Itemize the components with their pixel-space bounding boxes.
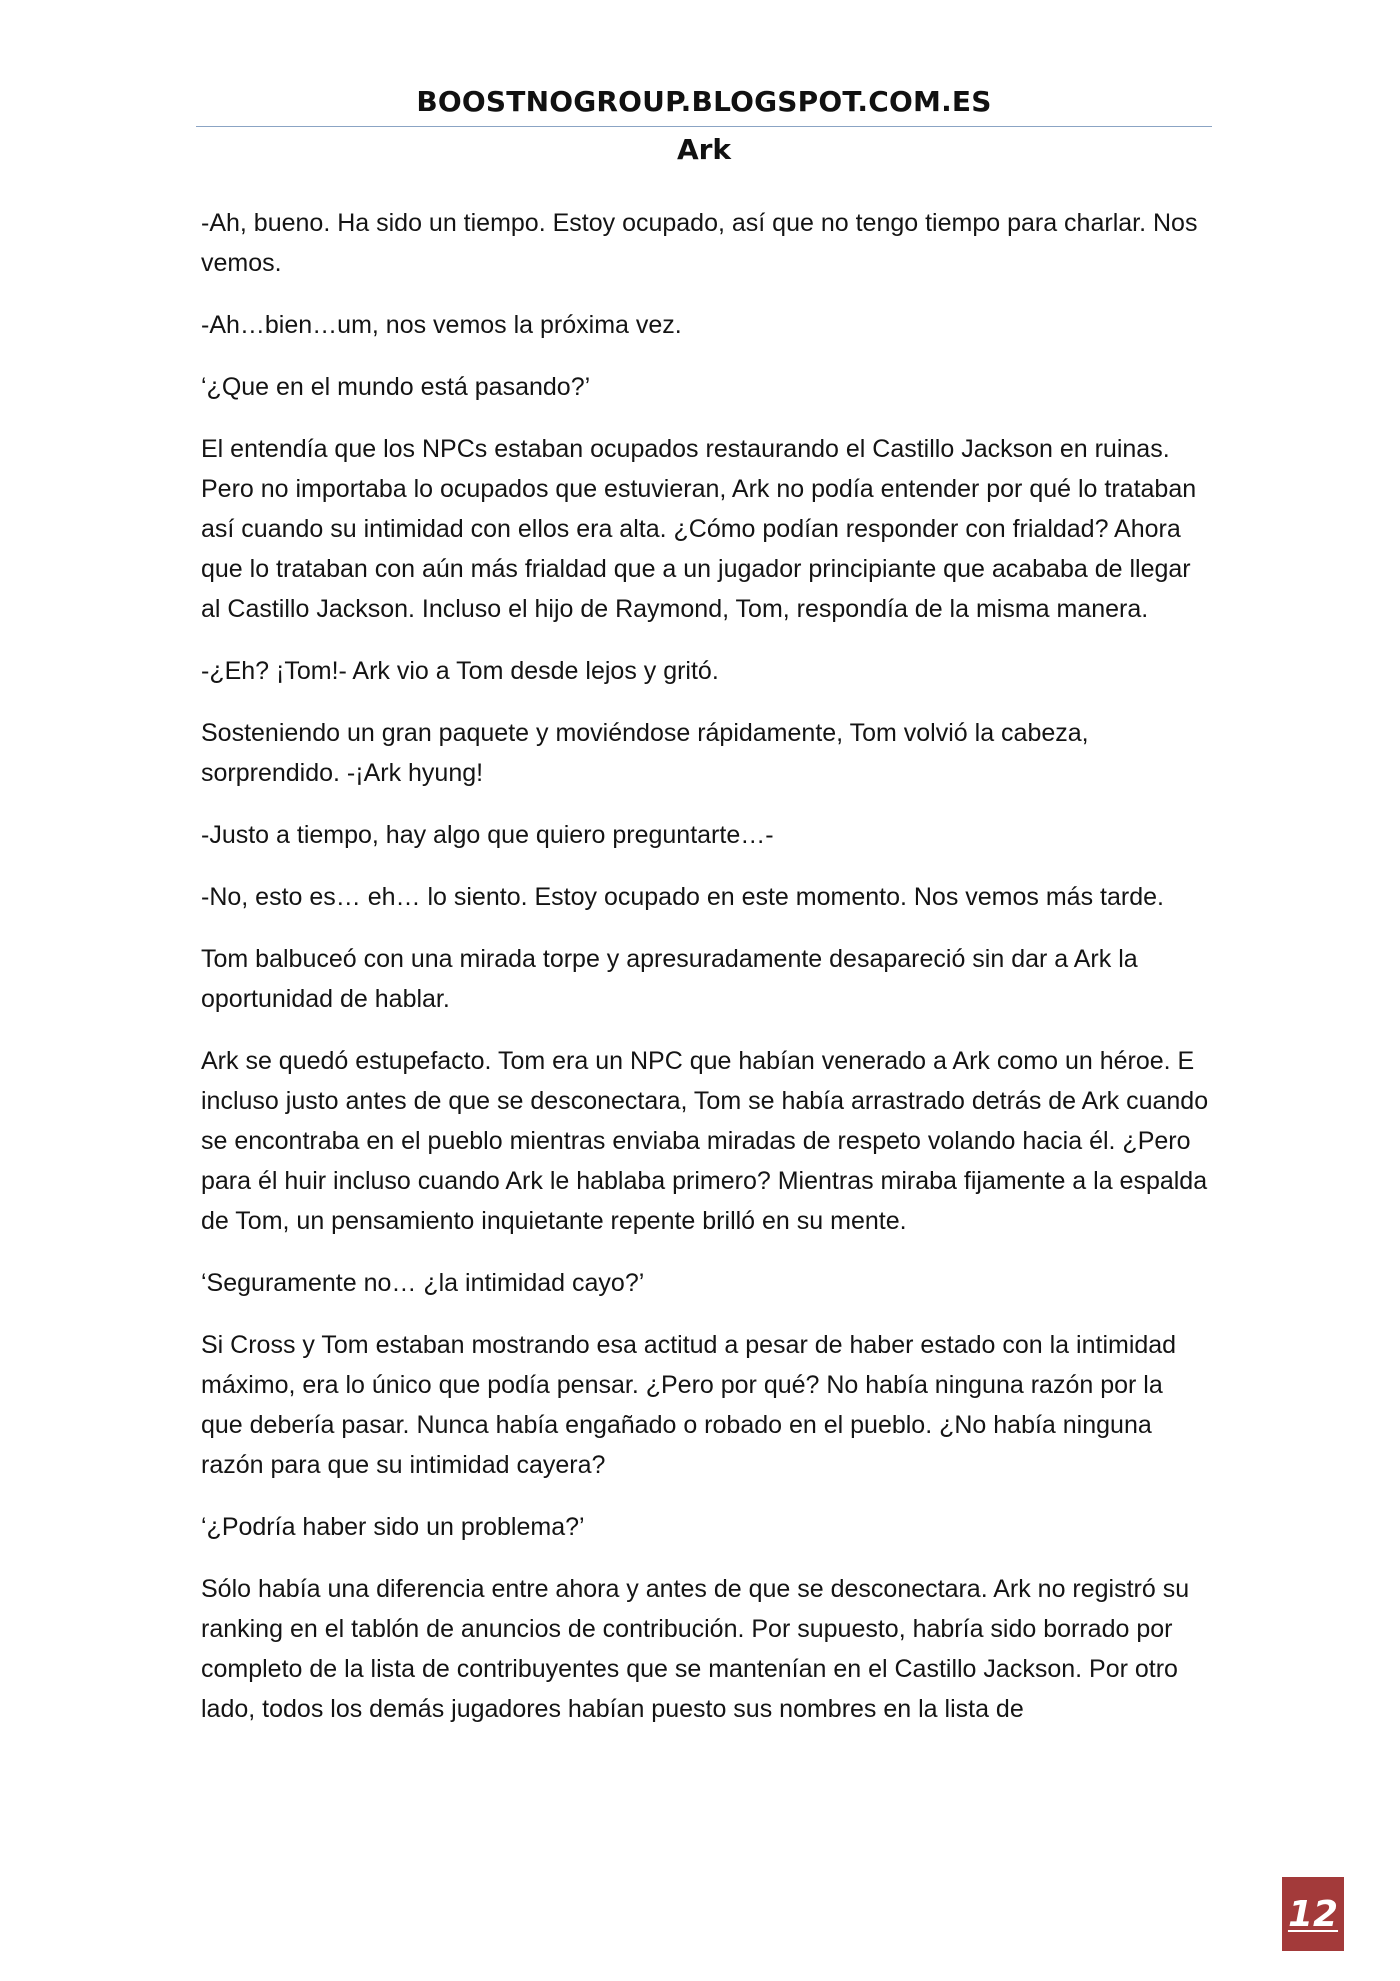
paragraph: Sosteniendo un gran paquete y moviéndose rápidamente, Tom volvió la cabeza, sorprendido. -¡Ark hyung! bbox=[201, 719, 1089, 787]
paragraph: -¿Eh? ¡Tom!- Ark vio a Tom desde lejos y gritó. bbox=[201, 657, 719, 685]
paragraph: -Ah, bueno. Ha sido un tiempo. Estoy ocupado, así que no tengo tiempo para charlar. Nos vemos. bbox=[201, 209, 1198, 277]
paragraph: El entendía que los NPCs estaban ocupados restaurando el Castillo Jackson en ruinas. Pero no importaba lo ocupados que estuvieran, Ark no podía entender por qué lo trataban así cuando su intimidad con ellos era alta. ¿Cómo podían responder con frialdad? Ahora que lo trataban con aún más frialdad que a un jugador principiante que acababa de llegar al Castillo Jackson. Incluso el hijo de Raymond, Tom, respondía de la misma manera. bbox=[201, 435, 1197, 623]
paragraph: Ark se quedó estupefacto. Tom era un NPC que habían venerado a Ark como un héroe. E incluso justo antes de que se desconectara, Tom se había arrastrado detrás de Ark cuando se encontraba en el pueblo mientras enviaba miradas de respeto volando hacia él. ¿Pero para él huir incluso cuando Ark le hablaba primero? Mientras miraba fijamente a la espalda de Tom, un pensamiento inquietante repente brilló en su mente. bbox=[201, 1047, 1209, 1235]
paragraph: Sólo había una diferencia entre ahora y antes de que se desconectara. Ark no registró su ranking en el tablón de anuncios de contribución. Por supuesto, habría sido borrado por completo de la lista de contribuyentes que se mantenían en el Castillo Jackson. Por otro lado, todos los demás jugadores habían puesto sus nombres en la lista de bbox=[201, 1575, 1190, 1723]
paragraph: Si Cross y Tom estaban mostrando esa actitud a pesar de haber estado con la intimidad máximo, era lo único que podía pensar. ¿Pero por qué? No había ninguna razón por la que debería pasar. Nunca había engañado o robado en el pueblo. ¿No había ninguna razón para que su intimidad cayera? bbox=[201, 1331, 1177, 1479]
page-header bbox=[196, 84, 1212, 120]
paragraph: ‘Seguramente no… ¿la intimidad cayo?’ bbox=[201, 1269, 645, 1297]
book-title: Ark bbox=[676, 133, 732, 166]
paragraph: -Justo a tiempo, hay algo que quiero preguntarte…- bbox=[201, 821, 774, 849]
header-divider bbox=[196, 126, 1212, 127]
site-title: BOOSTNOGROUP.BLOGSPOT.COM.ES bbox=[416, 85, 992, 118]
paragraph: -No, esto es… eh… lo siento. Estoy ocupado en este momento. Nos vemos más tarde. bbox=[201, 883, 1164, 911]
page-number: 12 bbox=[1287, 1893, 1339, 1935]
page-number-box bbox=[1282, 1877, 1344, 1951]
paragraph: ‘¿Podría haber sido un problema?’ bbox=[201, 1513, 585, 1541]
paragraph: Tom balbuceó con una mirada torpe y apresuradamente desapareció sin dar a Ark la oportunidad de hablar. bbox=[201, 945, 1138, 1013]
page-body bbox=[201, 203, 1211, 1751]
paragraph: ‘¿Que en el mundo está pasando?’ bbox=[201, 373, 591, 401]
paragraph: -Ah…bien…um, nos vemos la próxima vez. bbox=[201, 311, 682, 339]
